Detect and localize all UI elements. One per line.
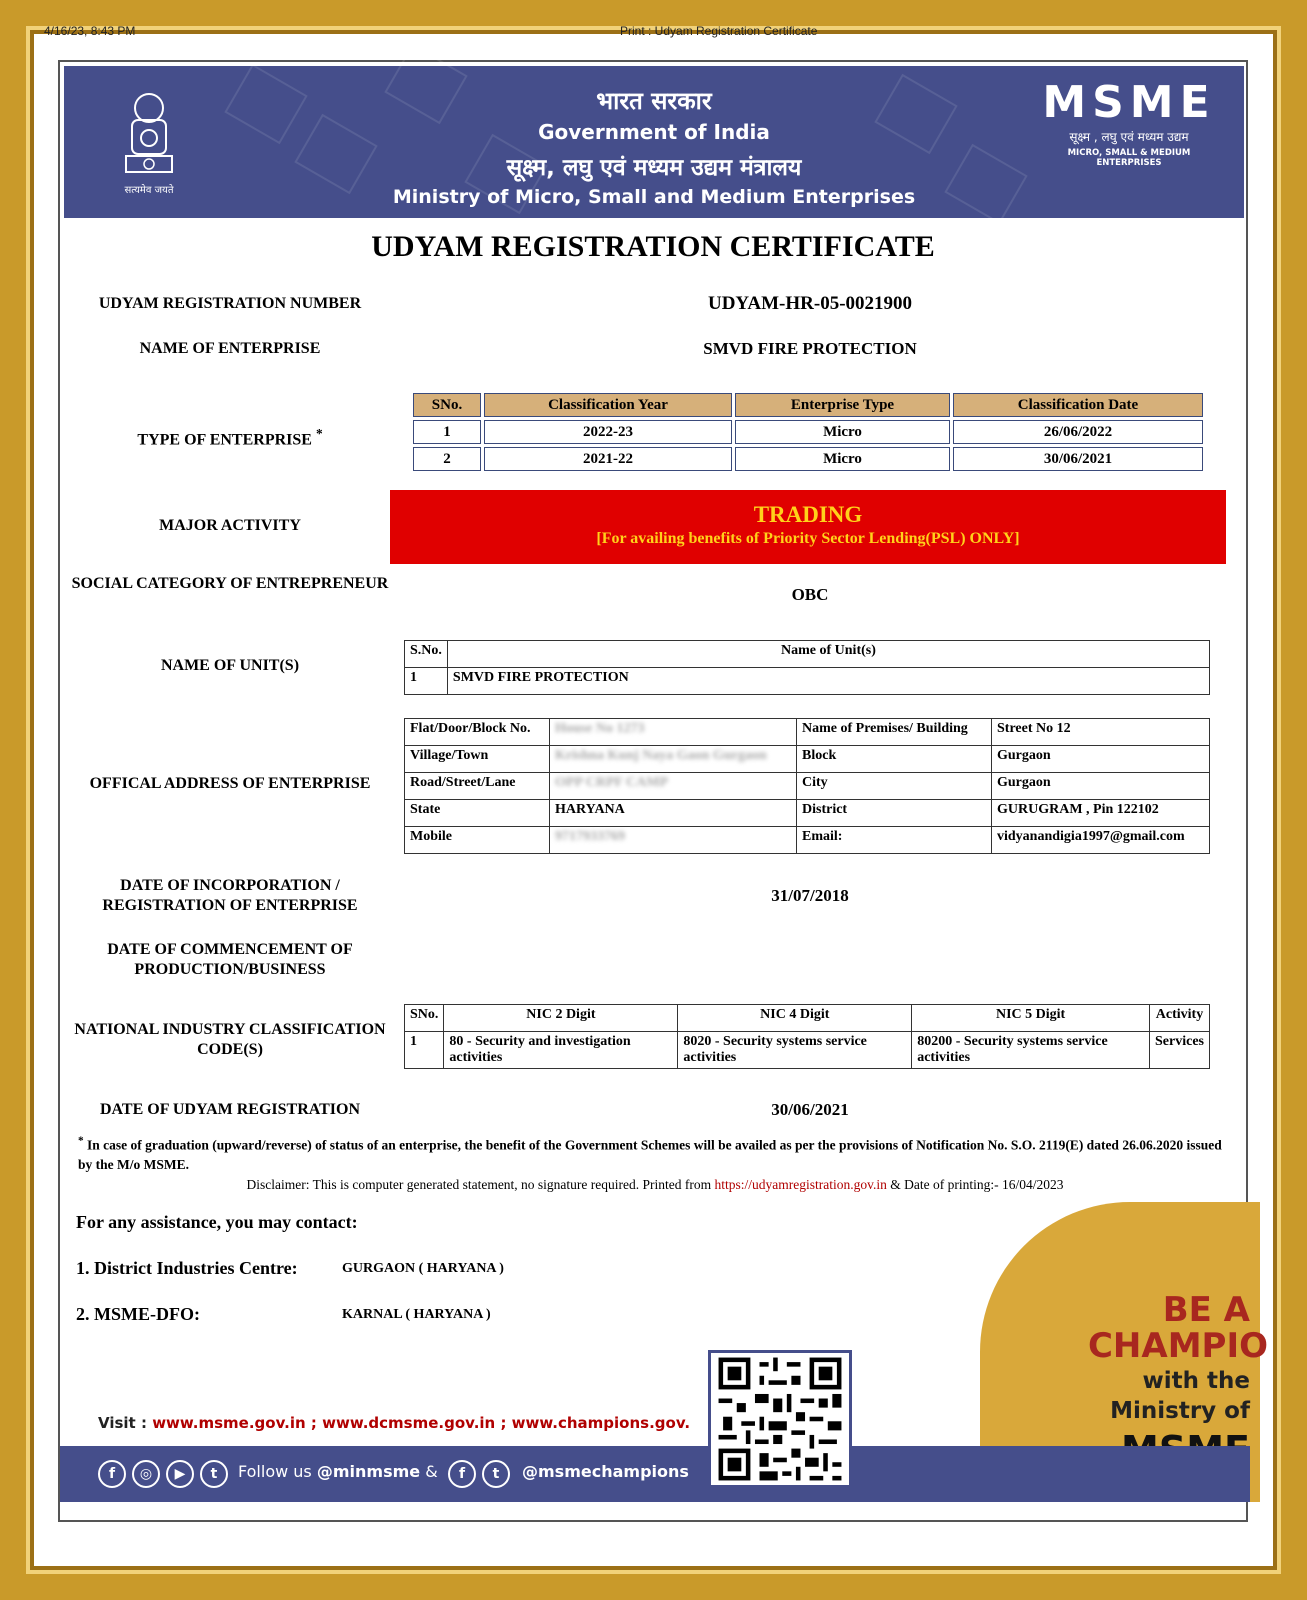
twitter-icon[interactable]: t (200, 1460, 228, 1488)
udyam-link[interactable]: https://udyamregistration.gov.in (714, 1177, 887, 1192)
road-value: OPP CRPF CAMP (550, 773, 797, 800)
reg-number-label: UDYAM REGISTRATION NUMBER (98, 295, 362, 312)
social-value: OBC (791, 585, 829, 604)
udyam-date-label: DATE OF UDYAM REGISTRATION (99, 1101, 361, 1118)
msme-logo-hindi: सूक्ष्म , लघु एवं मध्यम उद्यम (1069, 130, 1189, 144)
certificate (58, 60, 1268, 1522)
table-row: 1 SMVD FIRE PROTECTION (405, 668, 1210, 695)
activity-label: MAJOR ACTIVITY (159, 517, 301, 534)
units-label: NAME OF UNIT(S) (160, 657, 300, 674)
instagram-icon[interactable]: ◎ (132, 1460, 160, 1488)
type-th-date: Classification Date (953, 393, 1203, 417)
enterprise-name-label: NAME OF ENTERPRISE (139, 340, 321, 357)
certificate-title: UDYAM REGISTRATION CERTIFICATE (371, 230, 935, 263)
table-row: 1 80 - Security and investigation activities 8020 - Security systems service activities 80200 - Security systems service activities Services (405, 1032, 1210, 1069)
print-datetime: 4/16/23, 8:43 PM (44, 24, 136, 38)
type-star: * (315, 426, 323, 441)
msme-sites-link[interactable]: www.msme.gov.in ; www.dcmsme.gov.in ; www.champions.gov. (152, 1414, 691, 1432)
nic-label: NATIONAL INDUSTRY CLASSIFICATION CODE(S) (74, 1021, 386, 1058)
social-label: SOCIAL CATEGORY OF ENTREPRENEUR (71, 575, 389, 592)
reg-number: UDYAM-HR-05-0021900 (707, 293, 913, 314)
udyam-date: 30/06/2021 (771, 1100, 849, 1119)
incorporation-date: 31/07/2018 (771, 886, 849, 905)
type-th-type: Enterprise Type (735, 393, 950, 417)
handle-minmsme[interactable]: @minmsme (316, 1462, 421, 1481)
msme-logo (1034, 77, 1224, 168)
commencement-label: DATE OF COMMENCEMENT OF PRODUCTION/BUSINESS (107, 941, 353, 978)
dfo-label: 2. MSME-DFO: (76, 1304, 200, 1324)
units-table (404, 640, 1210, 695)
facebook-icon[interactable]: f (98, 1460, 126, 1488)
village-value: Krishna Kunj Naya Gaon Gurgaon (550, 746, 797, 773)
type-label: TYPE OF ENTERPRISE * (137, 426, 323, 449)
email-value: vidyanandigia1997@gmail.com (992, 827, 1210, 854)
hindi-ministry: सूक्ष्म, लघु एवं मध्यम उद्यम मंत्रालय (506, 155, 802, 181)
units-th-sno: S.No. (405, 641, 448, 668)
dfo-value: KARNAL ( HARYANA ) (342, 1307, 491, 1322)
incorporation-label: DATE OF INCORPORATION / REGISTRATION OF ENTERPRISE (102, 877, 358, 914)
facebook-icon[interactable]: f (448, 1460, 476, 1488)
champions-badge: BE A CHAMPIO with the Ministry of (980, 1202, 1260, 1502)
table-row: State HARYANA District GURUGRAM , Pin 122102 (405, 800, 1210, 827)
hindi-govt: भारत सरकार (596, 87, 712, 115)
units-th-name: Name of Unit(s) (447, 641, 1209, 668)
enterprise-name: SMVD FIRE PROTECTION (703, 339, 917, 358)
handle-msmechampions[interactable]: @msmechampions (522, 1462, 689, 1481)
disclaimer: Disclaimer: This is computer generated statement, no signature required. Printed from https://udyamregistration.gov.in & Date of printing:- 16/04/2023 (246, 1177, 1064, 1192)
flat-value: House No 1273 (550, 719, 797, 746)
twitter-icon[interactable]: t (482, 1460, 510, 1488)
activity-value: TRADING (753, 502, 863, 527)
govt-of-india: Government of India (538, 120, 770, 144)
table-row: Village/Town Krishna Kunj Naya Gaon Gurgaon Block Gurgaon (405, 746, 1210, 773)
table-row: 1 2022-23 Micro 26/06/2022 (413, 420, 1203, 444)
type-th-sno: SNo. (413, 393, 481, 417)
header-banner (64, 66, 1244, 218)
mobile-value: 9717933769 (550, 827, 797, 854)
type-th-year: Classification Year (484, 393, 732, 417)
activity-box (390, 490, 1226, 564)
address-table (404, 718, 1210, 854)
dic-label: 1. District Industries Centre: (76, 1258, 298, 1278)
msme-logo-sub: MICRO, SMALL & MEDIUM ENTERPRISES (1067, 148, 1191, 168)
visit-line: Visit : www.msme.gov.in ; www.dcmsme.gov.in ; www.champions.gov. (98, 1414, 691, 1432)
youtube-icon[interactable]: ▶ (166, 1460, 194, 1488)
table-row: Road/Street/Lane OPP CRPF CAMP City Gurgaon (405, 773, 1210, 800)
follow-text: Follow us @minmsme & (238, 1462, 438, 1481)
ministry-name: Ministry of Micro, Small and Medium Enterprises (392, 186, 916, 208)
nic-table: SNo. NIC 2 Digit NIC 4 Digit NIC 5 Digit Activity 1 80 - Security and investigation activities 8020 - Security systems service activities 80200 - Security systems service activities Services (404, 1004, 1210, 1069)
enterprise-type-table (410, 390, 1206, 474)
assistance-heading: For any assistance, you may contact: (76, 1212, 358, 1232)
table-row: Mobile 9717933769 Email: vidyanandigia1997@gmail.com (405, 827, 1210, 854)
activity-note: [For availing benefits of Priority Sector Lending(PSL) ONLY] (596, 530, 1020, 547)
msme-logo-word: MSME (1042, 77, 1216, 128)
emblem-motto: सत्यमेव जयते (124, 185, 174, 196)
footnote: * In case of graduation (upward/reverse) of status of an enterprise, the benefit of the Government Schemes will be availed as per the provisions of Notification No. S.O. 2119(E) dated 26.06.2020 issued by the M/o MSME. (78, 1135, 1222, 1172)
table-row: Flat/Door/Block No. House No 1273 Name of Premises/ Building Street No 12 (405, 719, 1210, 746)
table-row: 2 2021-22 Micro 30/06/2021 (413, 447, 1203, 471)
qr-code-icon (708, 1350, 852, 1488)
dic-value: GURGAON ( HARYANA ) (342, 1261, 504, 1276)
address-label: OFFICAL ADDRESS OF ENTERPRISE (89, 775, 371, 792)
print-title: Print : Udyam Registration Certificate (620, 24, 818, 38)
